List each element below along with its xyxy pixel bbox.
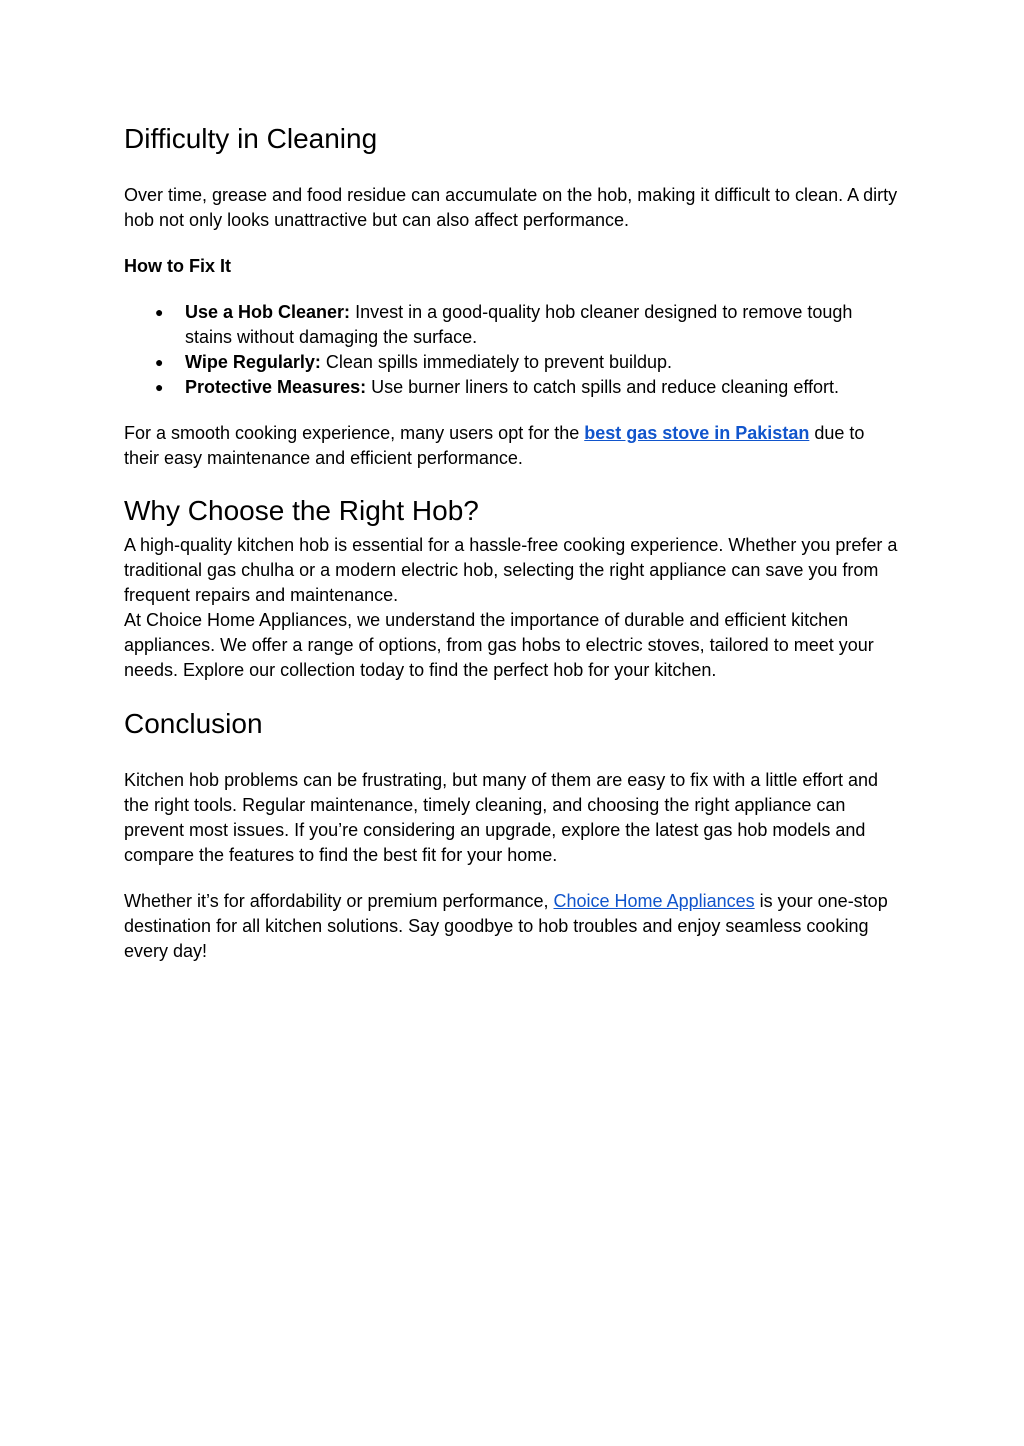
paragraph-conclusion-2 [124,889,900,964]
list-item-text: Invest in a good-quality hob cleaner designed to remove tough stains without damaging the surface. [185,302,853,347]
paragraph-text: is your one-stop destination for all kitchen solutions. Say goodbye to hob troubles and enjoy seamless cooking every day! [124,891,888,961]
list-item-wipe-regularly [185,350,900,375]
heading-why-choose-right-hob: Why Choose the Right Hob? [124,495,479,526]
list-item-text: Clean spills immediately to prevent buildup. [320,352,673,372]
list-item-protective-measures [185,375,900,400]
subheading-how-to-fix: How to Fix It [124,256,231,276]
link-best-gas-stove[interactable]: best gas stove in Pakistan [584,423,810,443]
heading-conclusion: Conclusion [124,708,263,739]
list-item-label: Protective Measures: [185,377,367,397]
paragraph-cleaning-intro: Over time, grease and food residue can accumulate on the hob, making it difficult to clean. A dirty hob not only looks unattractive but can also affect performance. [124,185,898,230]
paragraph-why-choose-2: At Choice Home Appliances, we understand the importance of durable and efficient kitchen appliances. We offer a range of options, from gas hobs to electric stoves, tailored to meet your needs. Explore our collection today to find the perfect hob for your kitchen. [124,610,874,680]
list-item-text: Use burner liners to catch spills and reduce cleaning effort. [366,377,840,397]
list-item-label: Use a Hob Cleaner: [185,302,351,322]
paragraph-why-choose-1: A high-quality kitchen hob is essential for a hassle-free cooking experience. Whether you prefer a traditional gas chulha or a modern electric hob, selecting the right appliance can save you from frequent repairs and maintenance. [124,535,898,605]
paragraph-conclusion-1: Kitchen hob problems can be frustrating, but many of them are easy to fix with a little effort and the right tools. Regular maintenance, timely cleaning, and choosing the right appliance can prevent most issues. If you’re considering an upgrade, explore the latest gas hob models and compare the features to find the best fit for your home. [124,770,879,865]
paragraph-text: Whether it’s for affordability or premium performance, [124,891,554,911]
list-item-label: Wipe Regularly: [185,352,321,372]
heading-difficulty-in-cleaning: Difficulty in Cleaning [124,123,378,154]
link-choice-home-appliances[interactable]: Choice Home Appliances [553,891,755,911]
paragraph-text: For a smooth cooking experience, many users opt for the [124,423,585,443]
paragraph-text: due to their easy maintenance and efficient performance. [124,423,865,468]
list-item-hob-cleaner [185,300,900,350]
paragraph-gas-stove-recommendation [124,421,900,471]
fix-tips-list [124,300,900,400]
